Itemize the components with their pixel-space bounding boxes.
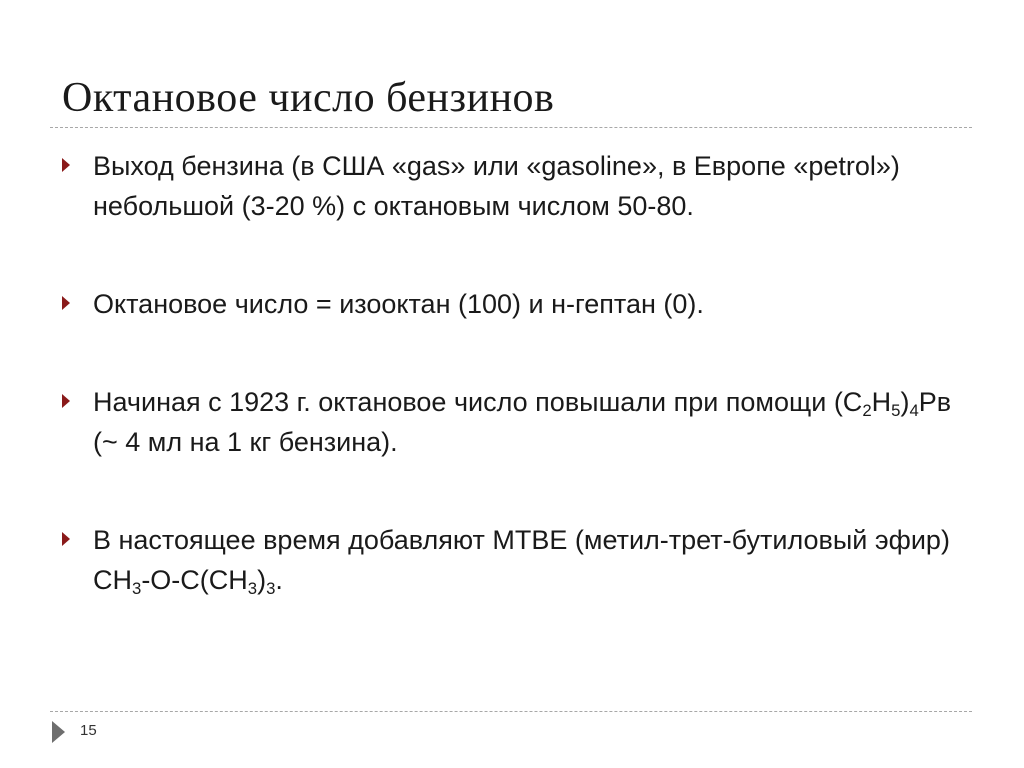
page-number: 15 [80,722,97,739]
bullet-item [60,520,960,600]
formula-text: ) [257,565,267,595]
bullet-text [93,525,950,599]
bullet-text [93,387,951,457]
formula-text: . [275,565,283,595]
bullet-item [60,284,960,324]
subscript: 3 [132,579,142,599]
footer-divider [50,711,972,712]
formula-text: ) [900,387,910,417]
bullet-list [60,146,960,600]
bullet-text: Выход бензина (в США «gas» или «gasoline», в Европе «petrol») небольшой (3-20 %) с октановым числом 50-80. [93,151,900,221]
triangle-bullet-icon [62,296,70,310]
formula-text: В настоящее время добавляют МТВЕ (метил-трет-бутиловый эфир) CH [93,525,950,595]
bullet-item [60,382,960,462]
formula-text: -O-C(CH [141,565,248,595]
triangle-bullet-icon [62,394,70,408]
subscript: 3 [266,579,276,599]
subscript: 2 [862,401,872,421]
subscript: 3 [247,579,258,599]
formula-text: Начиная с 1923 г. октановое число повышали при помощи (C [93,387,863,417]
subscript: 5 [891,401,901,421]
formula-text: H [871,387,892,417]
triangle-bullet-icon [62,158,70,172]
footer-arrow-icon [52,721,65,743]
triangle-bullet-icon [62,532,70,546]
slide-title: Октановое число бензинов [62,75,555,121]
bullet-item [60,146,960,226]
subscript: 4 [909,401,919,421]
title-divider [50,127,972,128]
formula-text: Рв (~ 4 мл на 1 кг бензина). [93,387,952,457]
bullet-text: Октановое число = изооктан (100) и н-гептан (0). [93,289,704,319]
